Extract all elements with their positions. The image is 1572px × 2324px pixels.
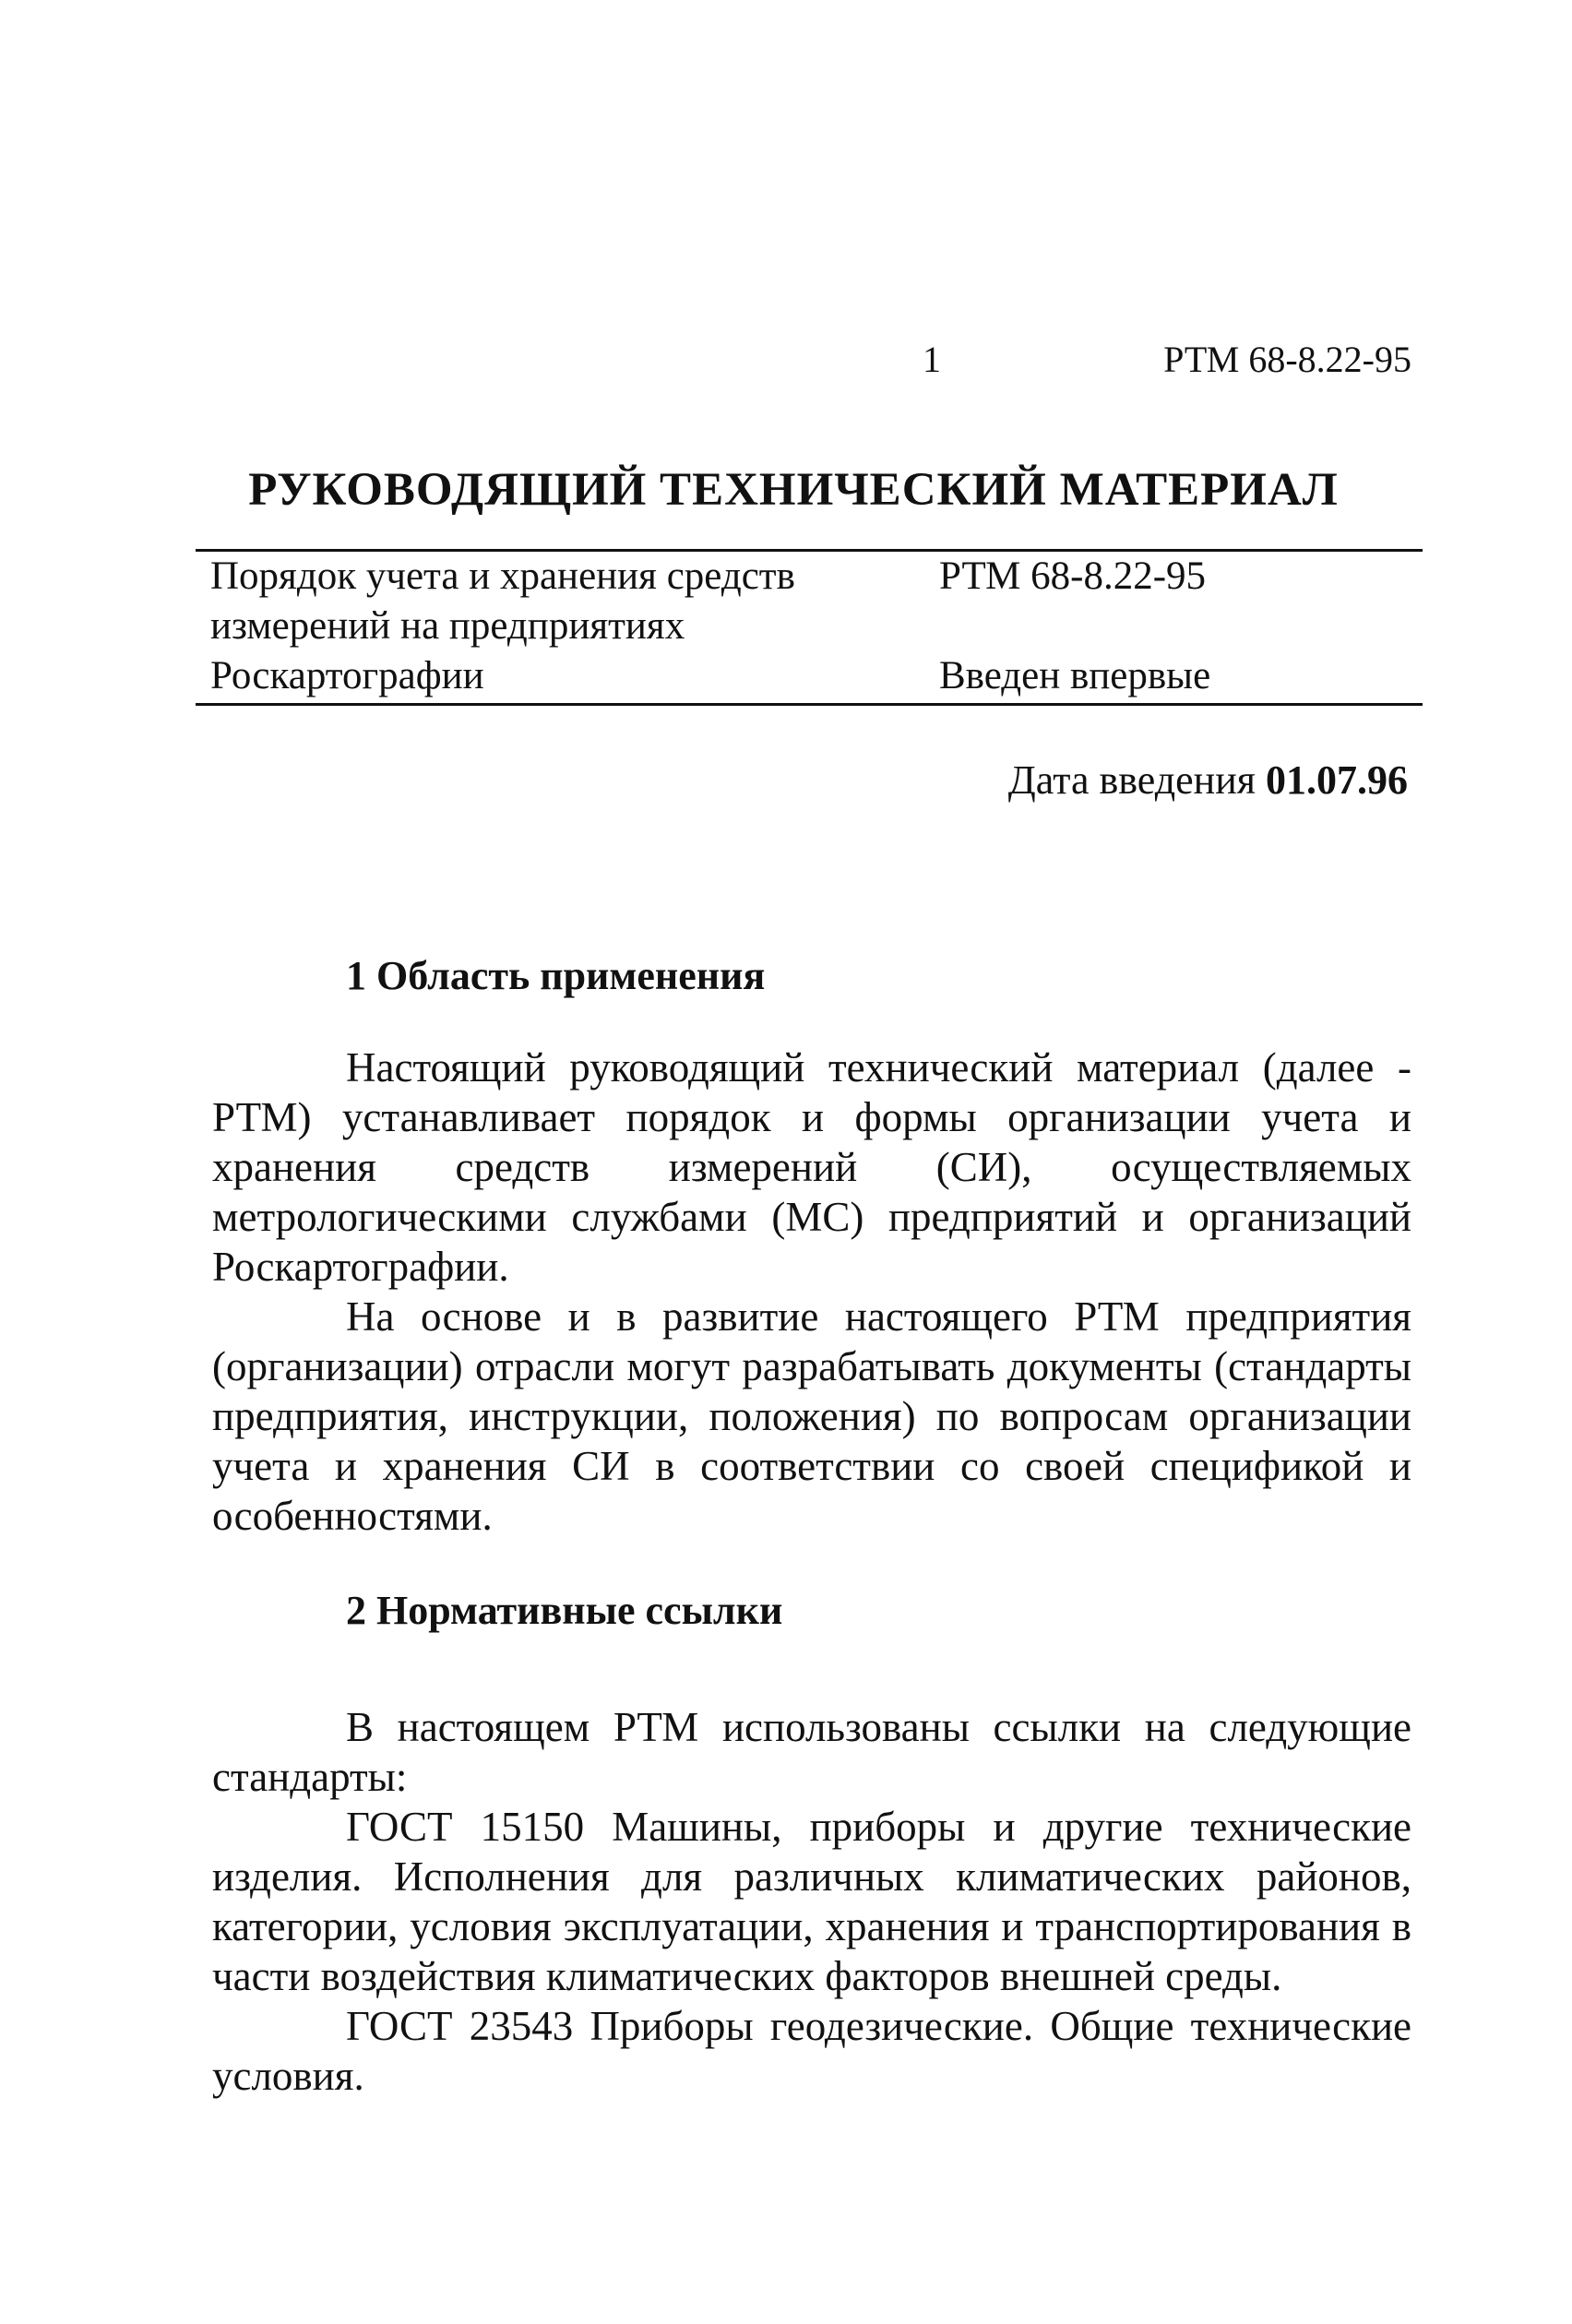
section-heading-normative-references: 2 Нормативные ссылки xyxy=(346,1588,783,1633)
paragraph: ГОСТ 15150 Машины, приборы и другие технические изделия. Исполнения для различных климатических районов, категории, условия эксплуатации, хранения и транспортирования в части воздействия климатических факторов внешней среды. xyxy=(212,1804,1411,1999)
section-heading-scope: 1 Область применения xyxy=(346,953,766,998)
paragraph: В настоящем РТМ использованы ссылки на следующие стандарты: xyxy=(212,1704,1411,1800)
document-title-line: измерений на предприятиях xyxy=(210,604,685,648)
section-body-scope xyxy=(212,1043,1411,1541)
page-header xyxy=(212,338,1411,393)
paragraph: На основе и в развитие настоящего РТМ предприятия (организации) отрасли могут разрабатывать документы (стандарты предприятия, инструкции, положения) по вопросам организации учета и хранения СИ в соответствии со своей спецификой и особенностями. xyxy=(212,1293,1411,1539)
document-type-heading: РУКОВОДЯЩИЙ ТЕХНИЧЕСКИЙ МАТЕРИАЛ xyxy=(248,464,1339,516)
document-title-line: Роскартографии xyxy=(210,654,484,697)
title-block xyxy=(210,552,1419,701)
section-body-normative-references xyxy=(212,1702,1411,2101)
document-title-line: Порядок учета и хранения средств xyxy=(210,554,795,598)
document-title xyxy=(210,552,939,701)
header-doc-code: РТМ 68-8.22-95 xyxy=(1163,339,1411,380)
title-block-bottom-rule xyxy=(196,703,1423,706)
paragraph: Настоящий руководящий технический материал (далее - РТМ) устанавливает порядок и формы организации учета и хранения средств измерений (СИ), осуществляемых метрологическими службами (МС) предприятий и организаций Роскартографии. xyxy=(212,1044,1411,1290)
document-status: Введен впервые xyxy=(939,654,1211,697)
introduction-date-value: 01.07.96 xyxy=(1266,757,1408,803)
introduction-date-label: Дата введения xyxy=(1007,757,1266,803)
page-number: 1 xyxy=(923,339,941,380)
introduction-date xyxy=(1008,757,1408,804)
title-block-doc-code: РТМ 68-8.22-95 xyxy=(939,554,1207,598)
paragraph: ГОСТ 23543 Приборы геодезические. Общие технические условия. xyxy=(212,2003,1411,2099)
